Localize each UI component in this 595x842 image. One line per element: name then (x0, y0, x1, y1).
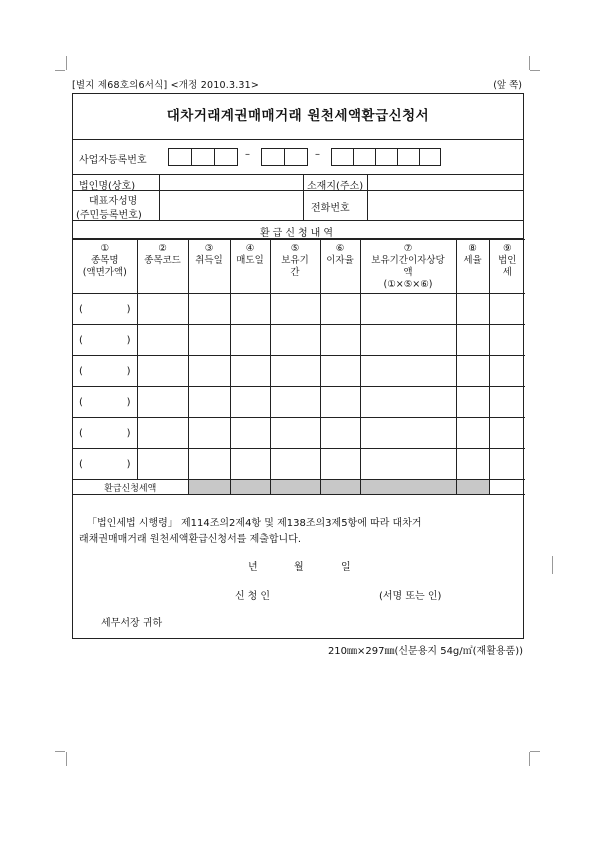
date-month: 월 (294, 562, 304, 573)
table-header-row (73, 240, 525, 294)
table-row: ( ) (73, 294, 525, 325)
crop-mark-tr (530, 70, 540, 71)
col-holding-period: ⑤ 보유기 간 (270, 240, 320, 294)
crop-mark-tl-v (66, 56, 67, 70)
total-label: 환급신청세액 (73, 480, 188, 495)
table-row: ( ) (73, 418, 525, 449)
statement-line-2: 래채권매매거래 원천세액환급신청서를 제출합니다. (79, 534, 302, 545)
phone-field[interactable] (367, 191, 368, 220)
date-day: 일 (341, 562, 351, 573)
total-row (73, 480, 525, 495)
representative-row (73, 191, 523, 221)
business-reg-row (73, 139, 523, 175)
table-row: ( ) (73, 356, 525, 387)
form-number: [별지 제68호의6서식] <개정 2010.3.31> (72, 80, 260, 91)
phone-label: 전화번호 (311, 203, 350, 214)
section-title-row (73, 221, 523, 239)
crop-mark-bl-v (66, 752, 67, 766)
form-title: 대차거래계권매매거래 원천세액환급신청서 (73, 94, 523, 140)
crop-mark-bl (55, 751, 65, 752)
crop-mark-tl (55, 70, 65, 71)
side-mark (552, 556, 553, 574)
corp-name-label: 법인명(상호) (79, 181, 136, 192)
business-reg-part1[interactable] (168, 148, 238, 166)
table-row: ( ) (73, 449, 525, 480)
col-item-name: ① 종목명 (액면가액) (73, 240, 137, 294)
crop-mark-br (530, 751, 540, 752)
total-amount-field[interactable] (489, 480, 525, 495)
col-tax-rate: ⑧ 세율 (456, 240, 489, 294)
paper-spec: 210㎜×297㎜(신문용지 54g/㎡(재활용품)) (327, 646, 523, 657)
col-item-code: ② 종목코드 (137, 240, 188, 294)
address-label: 소재지(주소) (307, 181, 364, 192)
crop-mark-tr-v (529, 56, 530, 70)
dash-2: – (315, 149, 320, 160)
col-sell-date: ④ 매도일 (230, 240, 270, 294)
col-corp-tax: ⑨ 법인 세 (489, 240, 525, 294)
dash-1: – (245, 149, 250, 160)
rep-name-field[interactable] (303, 191, 304, 220)
table-row: ( ) (73, 387, 525, 418)
addressee: 세무서장 귀하 (101, 618, 163, 629)
page-side: (앞 쪽) (493, 80, 522, 91)
rep-name-label: 대표자성명 (89, 196, 138, 207)
section-title: 환급신청내역 (260, 228, 336, 239)
applicant-label: 신청인 (235, 591, 273, 602)
business-reg-label: 사업자등록번호 (79, 155, 147, 166)
rep-id-label: (주민등록번호) (76, 210, 142, 221)
col-interest-rate: ⑥ 이자율 (320, 240, 360, 294)
business-reg-part3[interactable] (331, 148, 441, 166)
table-row: ( ) (73, 325, 525, 356)
date-year: 년 (248, 562, 258, 573)
crop-mark-br-v (529, 752, 530, 766)
statement-line-1: 「법인세법 시행령」 제114조의2제4항 및 제138조의3제5항에 따라 대차거 (87, 518, 422, 529)
corp-name-field[interactable] (303, 175, 304, 190)
address-field[interactable] (367, 175, 368, 190)
signature-label[interactable]: (서명 또는 인) (379, 591, 442, 602)
col-acquire-date: ③ 취득일 (188, 240, 230, 294)
corp-name-row (73, 175, 523, 191)
col-interest-amount: ⑦ 보유기간이자상당 액 (①×⑤×⑥) (360, 240, 456, 294)
refund-details-table (73, 239, 525, 495)
refund-application-form (72, 93, 524, 639)
